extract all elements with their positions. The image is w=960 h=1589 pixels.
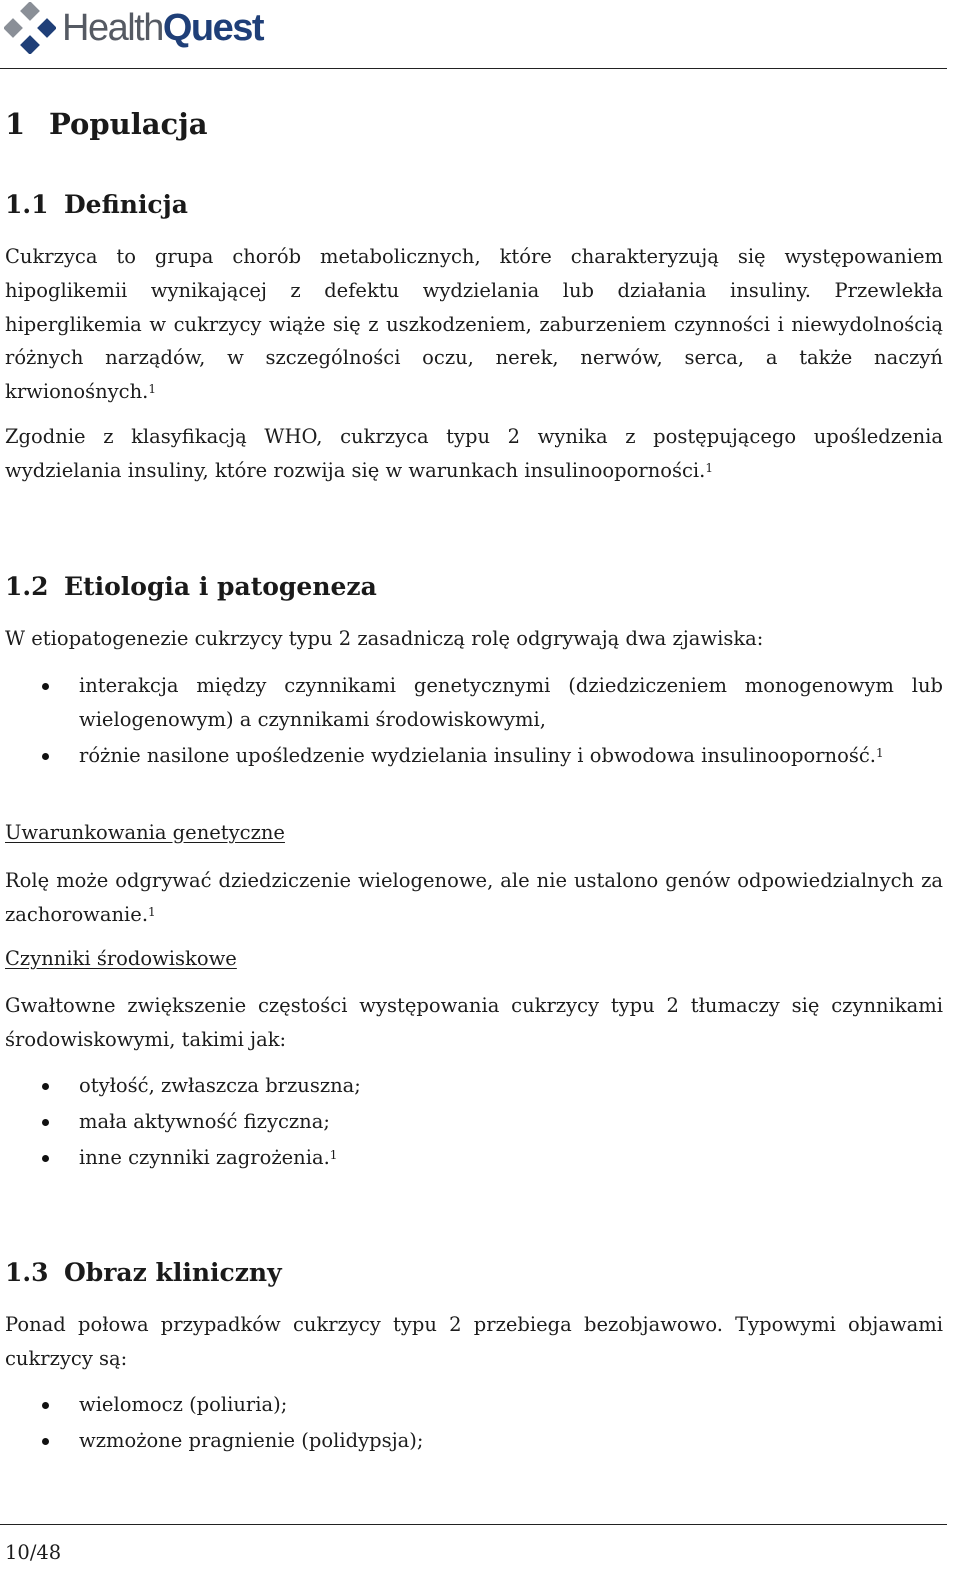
footnote-ref: 1 — [875, 745, 884, 760]
logo-word-health: Health — [62, 7, 163, 49]
list-item: wzmożone pragnienie (polidypsja); — [5, 1424, 943, 1458]
section-number: 1.2 — [5, 572, 49, 601]
bullet-icon — [42, 753, 49, 760]
environmental-paragraph: Gwałtowne zwiększenie częstości występowania cukrzycy typu 2 tłumaczy się czynnikami środowiskowymi, takimi jak: — [5, 994, 943, 1051]
logo-wordmark — [62, 9, 263, 47]
section-title: Definicja — [64, 190, 188, 219]
logo-word-quest: Quest — [162, 7, 264, 49]
genetic-paragraph: Rolę może odgrywać dziedziczenie wielogenowe, ale nie ustalono genów odpowiedzialnych za zachorowanie.$^1$ — [5, 869, 943, 926]
footnote-ref: 1 — [148, 382, 157, 397]
bullet-icon — [42, 1438, 49, 1445]
footer-divider — [0, 1524, 947, 1525]
section-title: Obraz kliniczny — [64, 1258, 282, 1287]
subheading-genetic: Uwarunkowania genetyczne — [5, 821, 285, 844]
footnote-ref: 1 — [148, 904, 156, 919]
bullet-icon — [42, 1402, 49, 1409]
footnote-ref: 1 — [705, 460, 713, 475]
section-heading-1-2 — [5, 572, 377, 601]
subheading-environmental: Czynniki środowiskowe — [5, 947, 237, 970]
list-item: różnie nasilone upośledzenie wydzielania insuliny i obwodowa insulinooporność.$^1$ — [5, 739, 943, 773]
bullet-icon — [42, 1155, 49, 1162]
chapter-heading — [5, 107, 207, 141]
page-number: 10/48 — [5, 1541, 62, 1564]
list-item: otyłość, zwłaszcza brzuszna; — [5, 1069, 943, 1103]
section-number: 1.3 — [5, 1258, 49, 1287]
list-item: wielomocz (poliuria); — [5, 1388, 943, 1422]
list-item: mała aktywność fizyczna; — [5, 1105, 943, 1139]
page-header — [0, 0, 960, 70]
etiology-intro: W etiopatogenezie cukrzycy typu 2 zasadniczą rolę odgrywają dwa zjawiska: — [5, 627, 764, 650]
list-item: inne czynniki zagrożenia.$^1$ — [5, 1141, 943, 1175]
environmental-bullet-list — [5, 1069, 943, 1176]
list-item: interakcja między czynnikami genetycznymi (dziedziczeniem monogenowym lub wielogenowym) a czynnikami środowiskowymi, — [5, 669, 943, 737]
definition-paragraph-1: Cukrzyca to grupa chorób metabolicznych, które charakteryzują się występowaniem hipoglikemii wynikającej z defektu wydzielania lub działania insuliny. Przewlekła hiperglikemia w cukrzycy wiąże się z uszkodzeniem, zaburzeniem czynności i niewydolnością różnych narządów, w szczególności oczu, nerek, nerwów, serca, a także naczyń krwionośnych.$^1$ — [5, 245, 943, 404]
medical-cross-icon — [4, 2, 56, 54]
healthquest-logo — [4, 2, 263, 54]
section-heading-1-3 — [5, 1258, 282, 1287]
section-number: 1.1 — [5, 190, 49, 219]
bullet-icon — [42, 683, 49, 690]
chapter-title: Populacja — [49, 107, 208, 141]
section-title: Etiologia i patogeneza — [64, 572, 377, 601]
bullet-icon — [42, 1083, 49, 1090]
definition-paragraph-2: Zgodnie z klasyfikacją WHO, cukrzyca typu 2 wynika z postępującego upośledzenia wydzielania insuliny, które rozwija się w warunkach insulinooporności.$^1$ — [5, 425, 943, 482]
bullet-icon — [42, 1119, 49, 1126]
header-divider — [0, 68, 947, 69]
chapter-number: 1 — [5, 107, 26, 141]
etiology-bullet-list — [5, 669, 943, 774]
section-heading-1-1 — [5, 190, 188, 219]
symptoms-bullet-list — [5, 1388, 943, 1460]
clinical-intro: Ponad połowa przypadków cukrzycy typu 2 przebiega bezobjawowo. Typowymi objawami cukrzycy są: — [5, 1313, 943, 1370]
footnote-ref: 1 — [329, 1147, 338, 1162]
